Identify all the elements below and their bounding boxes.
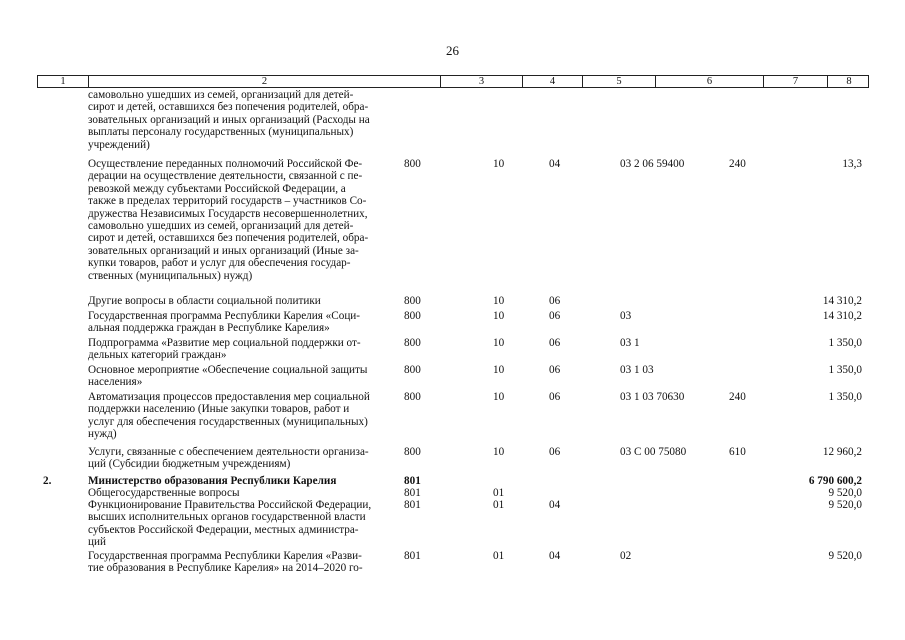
row-c3-cell: 801 (404, 487, 421, 499)
row-c6-cell: 03 2 06 59400 (620, 158, 685, 170)
row-name-line: Осуществление переданных полномочий Российской Фе- (88, 158, 363, 170)
row-name-line: Государственная программа Республики Карелия «Соци- (88, 310, 361, 322)
row-c7-cell: 610 (729, 446, 746, 458)
row-c5-cell: 06 (549, 391, 561, 403)
row-name-line: высших исполнительных органов государственной власти (88, 511, 366, 524)
row-name-line: Другие вопросы в области социальной политики (88, 295, 321, 307)
row-name-line: ственных (муниципальных) нужд) (88, 269, 253, 282)
row-name-line: зовательных организаций и иных организаций (Расходы на (88, 113, 370, 126)
row-name (88, 310, 393, 335)
row-name (88, 89, 393, 151)
row-c4-cell: 10 (493, 295, 505, 307)
row-c3-cell: 800 (404, 310, 421, 322)
row-name-line: нужд) (88, 428, 117, 441)
row-name-line: ций (Субсидии бюджетным учреждениям) (88, 458, 291, 471)
row-c8-cell: 14 310,2 (822, 295, 862, 307)
row-c5-cell: 06 (549, 337, 561, 349)
row-c3-cell: 800 (404, 391, 421, 403)
row-name-line: купки товаров, работ и услуг для обеспечения государ- (88, 257, 351, 270)
row-name-line: сирот и детей, оставшихся без попечения родителей, обра- (88, 232, 369, 245)
row-name (88, 391, 393, 441)
row-c6-cell: 02 (620, 550, 632, 562)
row-name-line: дружества Независимых Государств несовершеннолетних, (88, 207, 368, 220)
row-number: 2. (43, 475, 52, 487)
row-c4-cell: 01 (493, 550, 505, 562)
row-c8-cell: 1 350,0 (828, 337, 862, 349)
row-name (88, 550, 393, 575)
row-c7-cell: 240 (729, 391, 746, 403)
row-c4-cell: 10 (493, 391, 505, 403)
header-col-8: 8 (827, 76, 870, 87)
row-c4-cell: 01 (493, 499, 505, 511)
row-name-line: населения» (88, 376, 143, 389)
header-col-6: 6 (655, 76, 763, 87)
row-c3-cell: 800 (404, 446, 421, 458)
row-c3-cell: 800 (404, 337, 421, 349)
row-name (88, 337, 393, 362)
row-c8-cell: 9 520,0 (828, 550, 862, 562)
row-name-line: Услуги, связанные с обеспечением деятельности организа- (88, 446, 369, 458)
row-name-line: альная поддержка граждан в Республике Карелия» (88, 322, 330, 335)
row-name (88, 364, 393, 389)
row-name-line: Подпрограмма «Развитие мер социальной поддержки от- (88, 337, 361, 349)
page-number: 26 (446, 43, 459, 58)
row-c6-cell: 03 1 03 (620, 364, 654, 376)
row-name-line: дерации на осуществление деятельности, связанной с пе- (88, 170, 363, 183)
row-c8-cell: 6 790 600,2 (808, 475, 862, 487)
row-c7-cell: 240 (729, 158, 746, 170)
row-name-line: самовольно ушедших из семей, организаций для детей- (88, 89, 354, 101)
row-name (88, 499, 393, 549)
header-col-5: 5 (582, 76, 655, 87)
row-c8-cell: 14 310,2 (822, 310, 862, 322)
header-col-1: 1 (60, 76, 66, 87)
row-name-line: самовольно ушедших из семей, организаций для детей- (88, 220, 354, 233)
row-name-line: ревозкой между субъектами Российской Федерации, а (88, 182, 346, 195)
row-c5-cell: 06 (549, 364, 561, 376)
row-c6-cell: 03 1 03 70630 (620, 391, 685, 403)
row-c3-cell: 801 (404, 475, 421, 487)
row-name (88, 446, 393, 471)
row-c3-cell: 801 (404, 550, 421, 562)
row-c6-cell: 03 1 (620, 337, 640, 349)
row-c6-cell: 03 (620, 310, 632, 322)
row-c4-cell: 10 (493, 310, 505, 322)
row-c4-cell: 01 (493, 487, 505, 499)
row-c5-cell: 04 (549, 158, 561, 170)
row-c4-cell: 10 (493, 158, 505, 170)
row-c5-cell: 06 (549, 295, 561, 307)
row-c5-cell: 04 (549, 499, 561, 511)
row-c4-cell: 10 (493, 364, 505, 376)
row-name-line: Министерство образования Республики Карелия (88, 475, 337, 487)
row-c8-cell: 1 350,0 (828, 391, 862, 403)
row-name-line: Государственная программа Республики Карелия «Разви- (88, 550, 362, 562)
row-name-line: зовательных организаций и иных организаций (Иные за- (88, 244, 359, 257)
row-c3-cell: 801 (404, 499, 421, 511)
row-c5-cell: 06 (549, 310, 561, 322)
row-c8-cell: 1 350,0 (828, 364, 862, 376)
row-name-line: поддержки населению (Иные закупки товаров, работ и (88, 403, 350, 416)
header-col-3: 3 (440, 76, 522, 87)
row-name-line: Функционирование Правительства Российской Федерации, (88, 499, 372, 511)
header-col-4: 4 (522, 76, 582, 87)
row-name (88, 295, 393, 307)
row-c8-cell: 12 960,2 (822, 446, 862, 458)
row-name-line: услуг для обеспечения государственных (муниципальных) (88, 415, 368, 428)
row-c4-cell: 10 (493, 446, 505, 458)
row-name-line: субъектов Российской Федерации, местных администра- (88, 523, 359, 536)
row-c5-cell: 04 (549, 550, 561, 562)
row-c3-cell: 800 (404, 158, 421, 170)
row-name-line: сирот и детей, оставшихся без попечения родителей, обра- (88, 101, 369, 114)
row-name (88, 158, 393, 282)
row-c3-cell: 800 (404, 295, 421, 307)
row-name-line: Автоматизация процессов предоставления мер социальной (88, 391, 370, 403)
row-name-line: ций (88, 536, 106, 549)
header-col-2: 2 (88, 76, 440, 87)
row-name (88, 487, 393, 499)
row-name (88, 475, 393, 487)
row-name-line: дельных категорий граждан» (88, 349, 227, 362)
row-name-line: учреждений) (88, 138, 150, 151)
row-c3-cell: 800 (404, 364, 421, 376)
row-c6-cell: 03 С 00 75080 (620, 446, 687, 458)
row-name-line: тие образования в Республике Карелия» на 2014–2020 го- (88, 562, 363, 575)
row-c8-cell: 9 520,0 (828, 487, 862, 499)
row-name-line: выплаты персоналу государственных (муниципальных) (88, 126, 354, 139)
row-name-line: также в пределах территорий государств – участников Со- (88, 195, 367, 208)
table-header (37, 75, 869, 88)
row-c8-cell: 13,3 (842, 158, 862, 170)
row-name-line: Общегосударственные вопросы (88, 487, 240, 499)
row-name-line: Основное мероприятие «Обеспечение социальной защиты (88, 364, 368, 376)
row-c8-cell: 9 520,0 (828, 499, 862, 511)
row-c5-cell: 06 (549, 446, 561, 458)
header-col-7: 7 (763, 76, 827, 87)
row-c4-cell: 10 (493, 337, 505, 349)
